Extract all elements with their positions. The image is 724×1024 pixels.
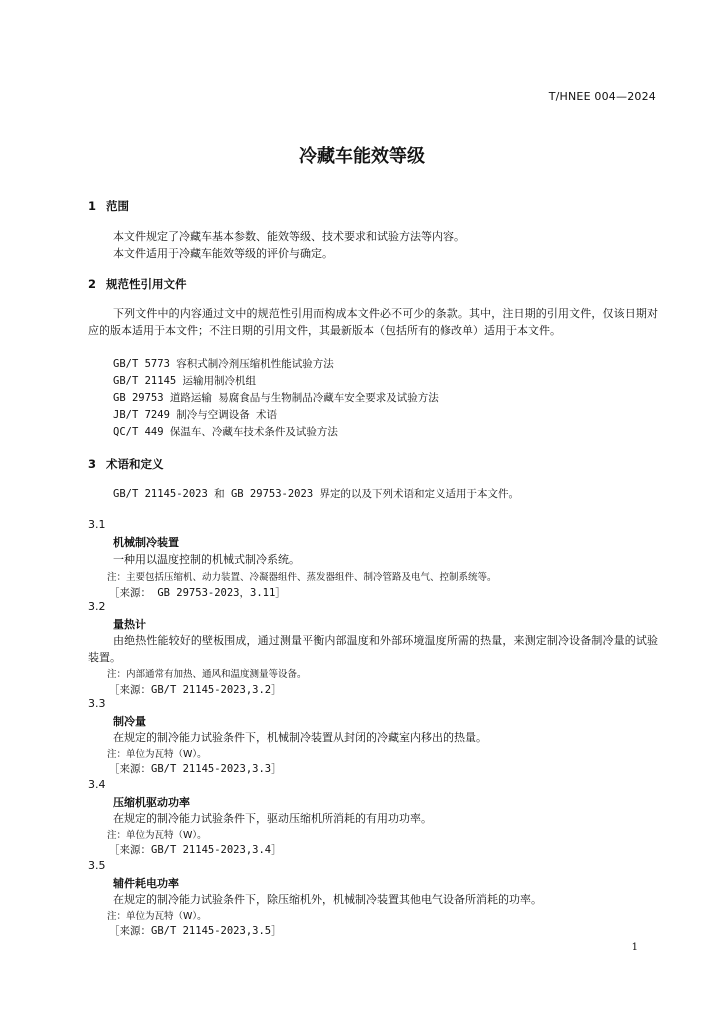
term-definition: 在规定的制冷能力试验条件下，机械制冷装置从封闭的冷藏室内移出的热量。 — [113, 731, 487, 744]
section-number: 1 — [88, 199, 97, 213]
term-definition: 一种用以温度控制的机械式制冷系统。 — [113, 553, 300, 566]
term-number: 3.3 — [88, 697, 106, 710]
term-definition: 由绝热性能较好的壁板围成，通过测量平衡内部温度和外部环境温度所需的热量，来测定制冷设备制冷量的试验装置。 — [88, 634, 658, 664]
term-definition: 在规定的制冷能力试验条件下，驱动压缩机所消耗的有用功功率。 — [113, 812, 432, 825]
section-3-heading — [88, 456, 164, 472]
term-note: 注：单位为瓦特（W）。 — [107, 911, 207, 922]
section-3-intro: GB/T 21145-2023 和 GB 29753-2023 界定的以及下列术语和定义适用于本文件。 — [113, 488, 519, 500]
term-source: ［来源：GB/T 21145-2023,3.2］ — [109, 684, 282, 696]
standard-code: T/HNEE 004—2024 — [548, 90, 656, 103]
term-number: 3.4 — [88, 778, 106, 791]
term-note: 注：主要包括压缩机、动力装置、冷凝器组件、蒸发器组件、制冷管路及电气、控制系统等。 — [107, 572, 497, 583]
section-1-paragraph: 本文件规定了冷藏车基本参数、能效等级、技术要求和试验方法等内容。 — [113, 230, 465, 243]
section-2-intro: 下列文件中的内容通过文中的规范性引用而构成本文件必不可少的条款。其中，注日期的引用文件，仅该日期对应的版本适用于本文件；不注日期的引用文件，其最新版本（包括所有的修改单）适用于本文件。 — [88, 307, 658, 337]
term-note: 注：单位为瓦特（W）。 — [107, 830, 207, 841]
section-2-heading — [88, 276, 187, 292]
term-name: 辅件耗电功率 — [113, 877, 179, 890]
term-source: ［来源：GB/T 21145-2023,3.5］ — [109, 925, 282, 937]
term-name: 机械制冷装置 — [113, 536, 179, 549]
section-number: 3 — [88, 457, 97, 471]
section-title: 范围 — [106, 199, 129, 213]
term-number: 3.2 — [88, 600, 106, 613]
section-1-paragraph: 本文件适用于冷藏车能效等级的评价与确定。 — [113, 247, 333, 260]
term-source: ［来源：GB/T 21145-2023,3.4］ — [109, 844, 282, 856]
page-number: 1 — [631, 942, 638, 953]
term-name: 压缩机驱动功率 — [113, 796, 190, 809]
term-number: 3.1 — [88, 518, 106, 531]
term-number: 3.5 — [88, 859, 106, 872]
reference-item: JB/T 7249 制冷与空调设备 术语 — [113, 409, 278, 421]
term-name: 制冷量 — [113, 715, 146, 728]
document-title: 冷藏车能效等级 — [299, 146, 425, 167]
term-name: 量热计 — [113, 618, 146, 631]
section-title: 术语和定义 — [106, 457, 164, 471]
term-source: ［来源：GB/T 21145-2023,3.3］ — [109, 763, 282, 775]
reference-item: GB/T 5773 容积式制冷剂压缩机性能试验方法 — [113, 358, 334, 370]
section-number: 2 — [88, 277, 97, 291]
term-note: 注：单位为瓦特（W）。 — [107, 749, 207, 760]
reference-item: GB/T 21145 运输用制冷机组 — [113, 375, 257, 387]
term-source: ［来源： GB 29753-2023，3.11］ — [109, 587, 286, 599]
section-1-heading — [88, 198, 129, 214]
term-definition: 在规定的制冷能力试验条件下，除压缩机外，机械制冷装置其他电气设备所消耗的功率。 — [113, 893, 542, 906]
reference-item: QC/T 449 保温车、冷藏车技术条件及试验方法 — [113, 426, 338, 438]
term-note: 注：内部通常有加热、通风和温度测量等设备。 — [107, 669, 307, 680]
section-title: 规范性引用文件 — [106, 277, 187, 291]
reference-item: GB 29753 道路运输 易腐食品与生物制品冷藏车安全要求及试验方法 — [113, 392, 439, 404]
